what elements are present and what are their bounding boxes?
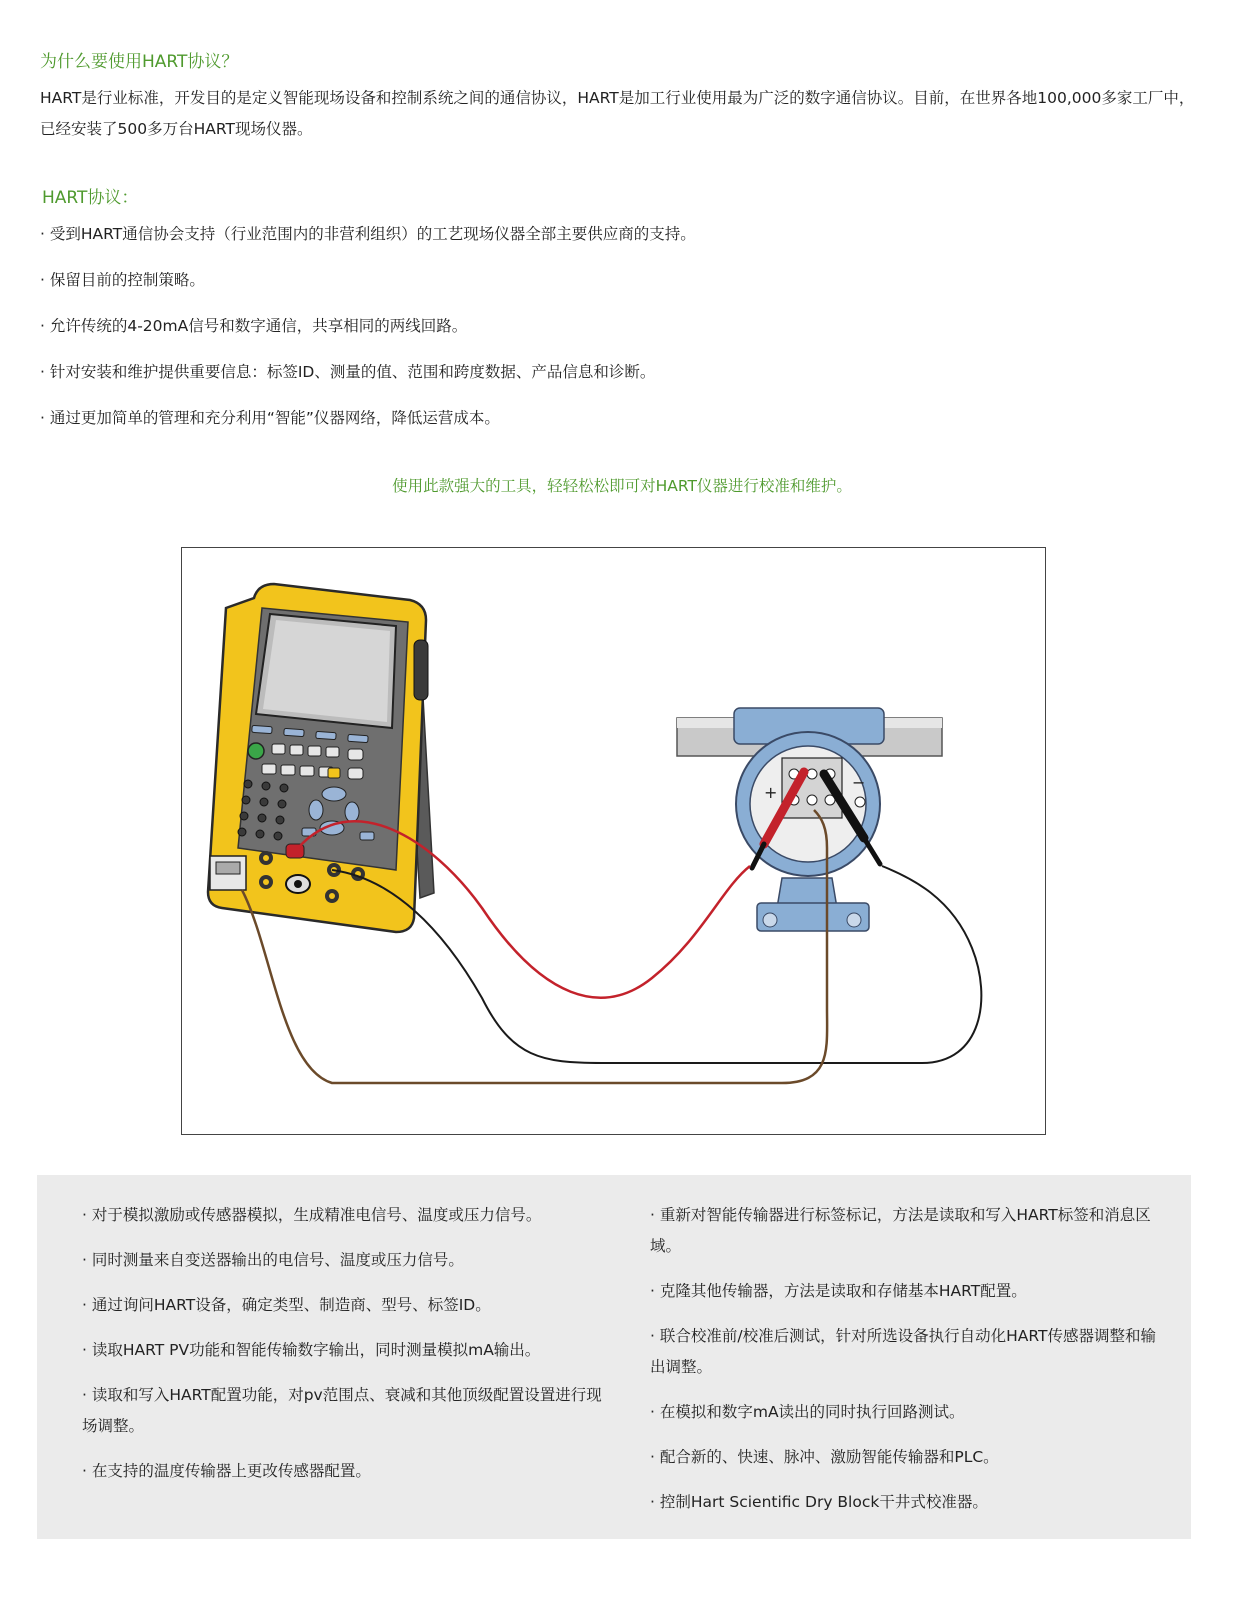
protocol-bullet: · 允许传统的4-20mA信号和数字通信，共享相同的两线回路。 bbox=[40, 317, 468, 335]
protocol-bullet: · 保留目前的控制策略。 bbox=[40, 271, 205, 289]
intro-paragraph: HART是行业标准，开发目的是定义智能现场设备和控制系统之间的通信协议，HART是加工行业使用最为广泛的数字通信协议。目前，在世界各地100,000多家工厂中，已经安装了500多万台HART现场仪器。 bbox=[40, 89, 1195, 138]
section-heading-hart-protocol: HART协议： bbox=[42, 188, 139, 208]
features-panel bbox=[37, 1175, 1191, 1539]
calibrator-screen-inner bbox=[263, 620, 390, 722]
feature-item: · 通过询问HART设备，确定类型、制造商、型号、标签ID。 bbox=[82, 1296, 491, 1314]
power-button bbox=[248, 743, 264, 759]
feature-item: · 读取HART PV功能和智能传输数字输出，同时测量模拟mA输出。 bbox=[82, 1341, 541, 1359]
protocol-bullet: · 通过更加简单的管理和充分利用“智能”仪器网络，降低运营成本。 bbox=[40, 409, 500, 427]
feature-item: · 在模拟和数字mA读出的同时执行回路测试。 bbox=[650, 1403, 965, 1421]
section-heading-why-hart: 为什么要使用HART协议？ bbox=[40, 52, 239, 72]
enter-key bbox=[328, 768, 340, 778]
features-left-column bbox=[82, 1200, 602, 1501]
feature-item: · 读取和写入HART配置功能，对pv范围点、衰减和其他顶级配置设置进行现场调整。 bbox=[82, 1386, 602, 1435]
features-right-column bbox=[650, 1200, 1170, 1532]
feature-item: · 在支持的温度传输器上更改传感器配置。 bbox=[82, 1462, 371, 1480]
plus-label: + bbox=[764, 783, 778, 802]
connection-illustration bbox=[182, 548, 1047, 1136]
calibrator-side-grip bbox=[414, 640, 428, 700]
protocol-bullet: · 针对安装和维护提供重要信息：标签ID、测量的值、范围和跨度数据、产品信息和诊断。 bbox=[40, 363, 656, 381]
connection-diagram bbox=[181, 547, 1046, 1135]
minus-label: − bbox=[852, 773, 866, 792]
feature-item: · 对于模拟激励或传感器模拟，生成精准电信号、温度或压力信号。 bbox=[82, 1206, 542, 1224]
feature-item: · 联合校准前/校准后测试，针对所选设备执行自动化HART传感器调整和输出调整。 bbox=[650, 1327, 1156, 1376]
feature-item: · 同时测量来自变送器输出的电信号、温度或压力信号。 bbox=[82, 1251, 464, 1269]
protocol-bullet: · 受到HART通信协会支持（行业范围内的非营利组织）的工艺现场仪器全部主要供应商的支持。 bbox=[40, 225, 696, 243]
feature-item: · 控制Hart Scientific Dry Block干井式校准器。 bbox=[650, 1493, 988, 1511]
feature-item: · 重新对智能传输器进行标签标记，方法是读取和写入HART标签和消息区域。 bbox=[650, 1206, 1151, 1255]
tagline: 使用此款强大的工具，轻轻松松即可对HART仪器进行校准和维护。 bbox=[392, 477, 852, 495]
feature-item: · 配合新的、快速、脉冲、激励智能传输器和PLC。 bbox=[650, 1448, 999, 1466]
feature-item: · 克隆其他传输器，方法是读取和存储基本HART配置。 bbox=[650, 1282, 1027, 1300]
transmitter-housing bbox=[734, 708, 884, 931]
black-wire bbox=[332, 866, 981, 1063]
